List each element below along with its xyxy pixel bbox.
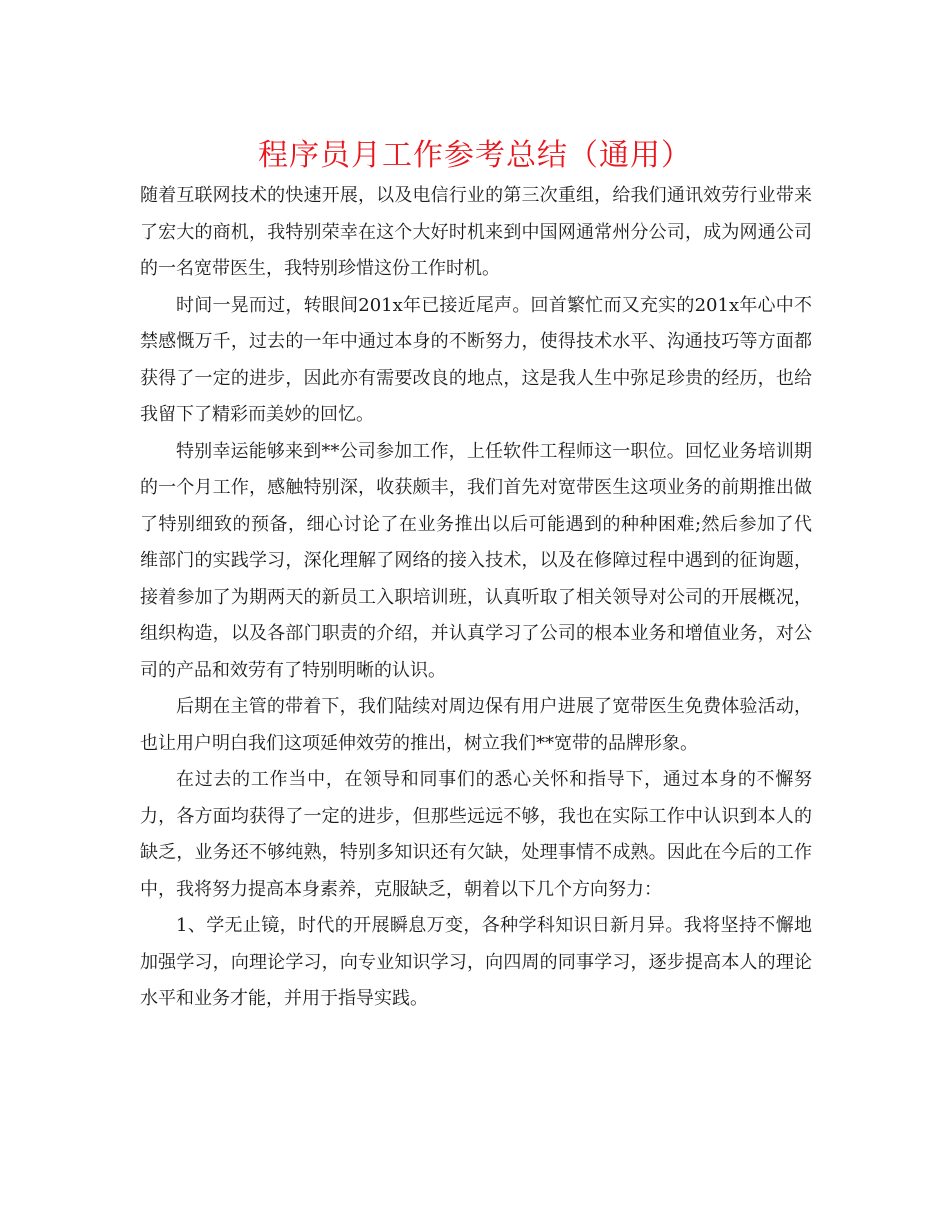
- paragraph-2: 时间一晃而过，转眼间201x年已接近尾声。回首繁忙而又充实的201x年心中不禁感慨万千，过去的一年中通过本身的不断努力，使得技术水平、沟通技巧等方面都获得了一定的进步，因此亦有需要改良的地点，这是我人生中弥足珍贵的经历，也给我留下了精彩而美妙的回忆。: [140, 294, 812, 425]
- paragraph-6: 1、学无止镜，时代的开展瞬息万变，各种学科知识日新月异。我将坚持不懈地加强学习，向理论学习，向专业知识学习，向四周的同事学习，逐步提高本人的理论水平和业务才能，并用于指导实践。: [140, 915, 812, 1009]
- document-body: [140, 178, 812, 1018]
- document-title: 程序员月工作参考总结（通用）: [258, 138, 692, 173]
- paragraph-5: 在过去的工作当中，在领导和同事们的悉心关怀和指导下，通过本身的不懈努力，各方面均获得了一定的进步，但那些远远不够，我也在实际工作中认识到本人的缺乏，业务还不够纯熟，特别多知识还有欠缺，处理事情不成熟。因此在今后的工作中，我将努力提高本身素养，克服缺乏，朝着以下几个方向努力：: [140, 769, 812, 900]
- paragraph-4: 后期在主管的带着下，我们陆续对周边保有用户进展了宽带医生免费体验活动，也让用户明白我们这项延伸效劳的推出，树立我们**宽带的品牌形象。: [140, 696, 812, 754]
- paragraph-3: 特别幸运能够来到**公司参加工作，上任软件工程师这一职位。回忆业务培训期的一个月工作，感触特别深，收获颇丰，我们首先对宽带医生这项业务的前期推出做了特别细致的预备，细心讨论了在业务推出以后可能遇到的种种困难;然后参加了代维部门的实践学习，深化理解了网络的接入技术，以及在修障过程中遇到的征询题，接着参加了为期两天的新员工入职培训班，认真听取了相关领导对公司的开展概况，组织构造，以及各部门职责的介绍，并认真学习了公司的根本业务和增值业务，对公司的产品和效劳有了特别明晰的认识。: [140, 440, 812, 681]
- paragraph-1: 随着互联网技术的快速开展，以及电信行业的第三次重组，给我们通讯效劳行业带来了宏大的商机，我特别荣幸在这个大好时机来到中国网通常州分公司，成为网通公司的一名宽带医生，我特别珍惜这份工作时机。: [140, 185, 812, 279]
